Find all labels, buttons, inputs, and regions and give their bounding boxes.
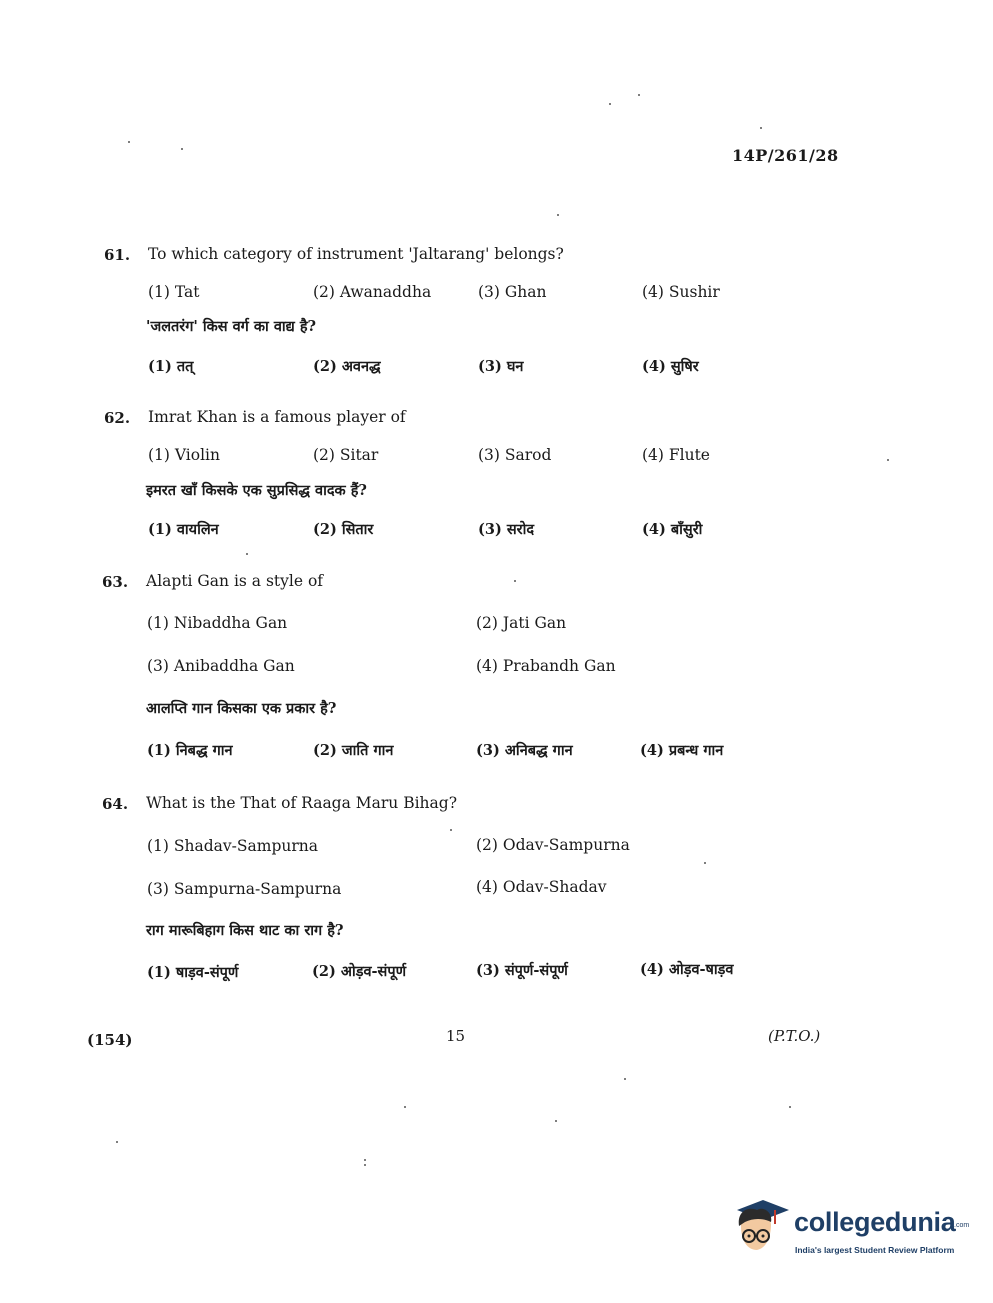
option-2: (2) Odav-Sampurna [476,836,630,854]
option-1: (1) Violin [148,446,220,464]
brand-suffix: .com [954,1222,970,1229]
option-3: (3) Sampurna-Sampurna [147,880,342,898]
option-3: (3) Ghan [478,283,547,301]
option-4-hindi: (4) बाँसुरी [642,521,703,538]
pto-label: (P.T.O.) [768,1027,821,1045]
question-text-hindi: राग मारूबिहाग किस थाट का राग है? [146,922,344,939]
option-4-hindi: (4) सुषिर [642,358,699,375]
question-text-hindi: आलप्ति गान किसका एक प्रकार है? [146,700,337,717]
question-text: Alapti Gan is a style of [146,572,324,590]
option-3-hindi: (3) घन [478,358,524,375]
question-number: 61. [104,246,131,264]
option-4: (4) Sushir [642,283,720,301]
question-text-hindi: इमरत खाँ किसके एक सुप्रसिद्ध वादक हैं? [146,482,367,499]
question-number: 64. [102,795,129,813]
option-4: (4) Prabandh Gan [476,657,616,675]
option-1-hindi: (1) तत् [148,358,194,375]
option-4-hindi: (4) प्रबन्ध गान [640,742,724,759]
option-1: (1) Tat [148,283,200,301]
question-number: 63. [102,573,129,591]
option-1: (1) Shadav-Sampurna [147,837,318,855]
option-2-hindi: (2) ओड़व-संपूर्ण [312,963,407,980]
option-1-hindi: (1) निबद्ध गान [147,742,233,759]
option-4: (4) Flute [642,446,710,464]
option-2-hindi: (2) जाति गान [313,742,394,759]
option-2-hindi: (2) अवनद्ध [313,358,381,375]
option-1-hindi: (1) षाड़व-संपूर्ण [147,964,239,981]
paper-code: 14P/261/28 [732,146,839,165]
option-2: (2) Sitar [313,446,379,464]
question-text-hindi: 'जलतरंग' किस वर्ग का वाद्य है? [146,318,317,335]
option-1-hindi: (1) वायलिन [148,521,219,538]
question-text: To which category of instrument 'Jaltarang' belongs? [148,245,564,263]
option-3-hindi: (3) अनिबद्ध गान [476,742,573,759]
option-4: (4) Odav-Shadav [476,878,607,896]
brand-tagline: India's largest Student Review Platform [795,1245,955,1255]
question-text: What is the That of Raaga Maru Bihag? [146,794,458,812]
option-3-hindi: (3) सरोद [478,521,535,538]
option-3-hindi: (3) संपूर्ण-संपूर्ण [476,962,568,979]
booklet-code: (154) [87,1031,133,1049]
option-1: (1) Nibaddha Gan [147,614,288,632]
option-4-hindi: (4) ओड़व-षाड़व [640,961,734,978]
page-number: 15 [446,1027,466,1045]
graduate-face-logo-icon [733,1196,791,1258]
option-2-hindi: (2) सितार [313,521,374,538]
option-2: (2) Jati Gan [476,614,567,632]
option-3: (3) Sarod [478,446,552,464]
question-number: 62. [104,409,131,427]
brand-name: collegedunia [794,1207,956,1237]
option-2: (2) Awanaddha [313,283,432,301]
option-3: (3) Anibaddha Gan [147,657,295,675]
question-text: Imrat Khan is a famous player of [148,408,406,426]
